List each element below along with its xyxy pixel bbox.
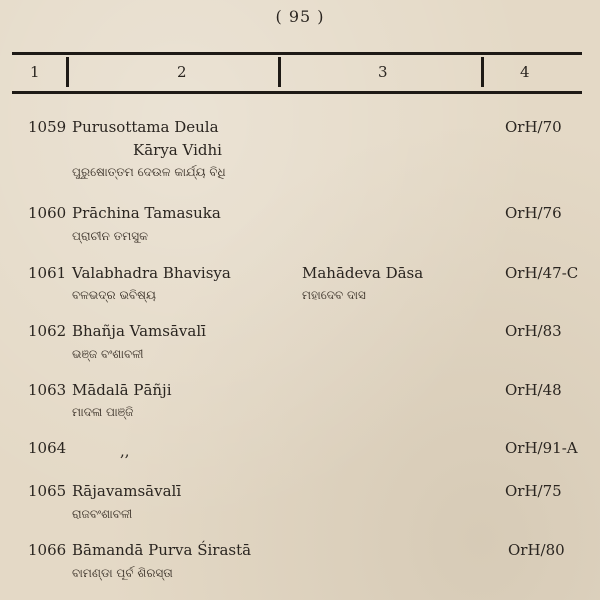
entry-title: Mādalā Pāñji: [72, 381, 172, 399]
column-header-1: 1: [30, 63, 40, 81]
entry-oriya-title: ବଳଭଦ୍ର ଭବିଷ୍ୟ: [72, 288, 156, 302]
entry-oriya-title: ବାମଣ୍ଡା ପୂର୍ବ ଶିରସ୍ତା: [72, 566, 173, 580]
entry-oriya-author: ମହାଦେବ ଦାସ: [302, 288, 366, 302]
column-header-3: 3: [378, 63, 388, 81]
entry-reference: OrH/48: [505, 381, 562, 399]
entry-number: 1064: [28, 439, 67, 457]
entry-number: 1061: [28, 264, 67, 282]
entry-reference: OrH/75: [505, 482, 562, 500]
entry-reference: OrH/47-C: [505, 264, 579, 282]
entry-title: Valabhadra Bhavisya: [72, 264, 231, 282]
entry-number: 1060: [28, 204, 67, 222]
entry-title: Purusottama Deula: [72, 118, 219, 136]
entry-number: 1066: [28, 541, 67, 559]
page-number: ( 95 ): [275, 7, 325, 26]
entry-oriya-title: ରାଜବଂଶାବଳୀ: [72, 507, 133, 521]
column-header-2: 2: [177, 63, 187, 81]
entry-title-continued: Kārya Vidhi: [133, 141, 222, 159]
table-header-rule: [12, 91, 582, 94]
entry-number: 1062: [28, 322, 67, 340]
column-header-4: 4: [520, 63, 530, 81]
entry-title: Bāmandā Purva Śirastā: [72, 541, 252, 559]
entry-reference: OrH/76: [505, 204, 562, 222]
entry-oriya-title: ଭଞ୍ଜ ବଂଶାବଳୀ: [72, 347, 144, 361]
table-top-rule: [12, 52, 582, 55]
column-divider: [278, 57, 281, 87]
entry-number: 1059: [28, 118, 67, 136]
entry-title: Rājavamsāvalī: [72, 482, 182, 500]
entry-reference: OrH/83: [505, 322, 562, 340]
entry-oriya-title: ପୁରୁଷୋତ୍ତମ ଦେଉଳ କାର୍ଯ୍ୟ ବିଧି: [72, 165, 226, 179]
entry-oriya-title: ପ୍ରାଚୀନ ତମସୁକ: [72, 229, 148, 243]
entry-oriya-title: ମାଦଳା ପାଞ୍ଜି: [72, 405, 134, 419]
entry-number: 1063: [28, 381, 67, 399]
entry-reference: OrH/70: [505, 118, 562, 136]
entry-author: Mahādeva Dāsa: [302, 264, 424, 282]
entry-reference: OrH/80: [508, 541, 565, 559]
entry-number: 1065: [28, 482, 67, 500]
column-divider: [66, 57, 69, 87]
column-divider: [481, 57, 484, 87]
entry-title: Bhañja Vamsāvalī: [72, 322, 206, 340]
entry-title: Prāchina Tamasuka: [72, 204, 221, 222]
entry-reference: OrH/91-A: [505, 439, 578, 457]
ditto-mark: ,,: [120, 442, 130, 460]
